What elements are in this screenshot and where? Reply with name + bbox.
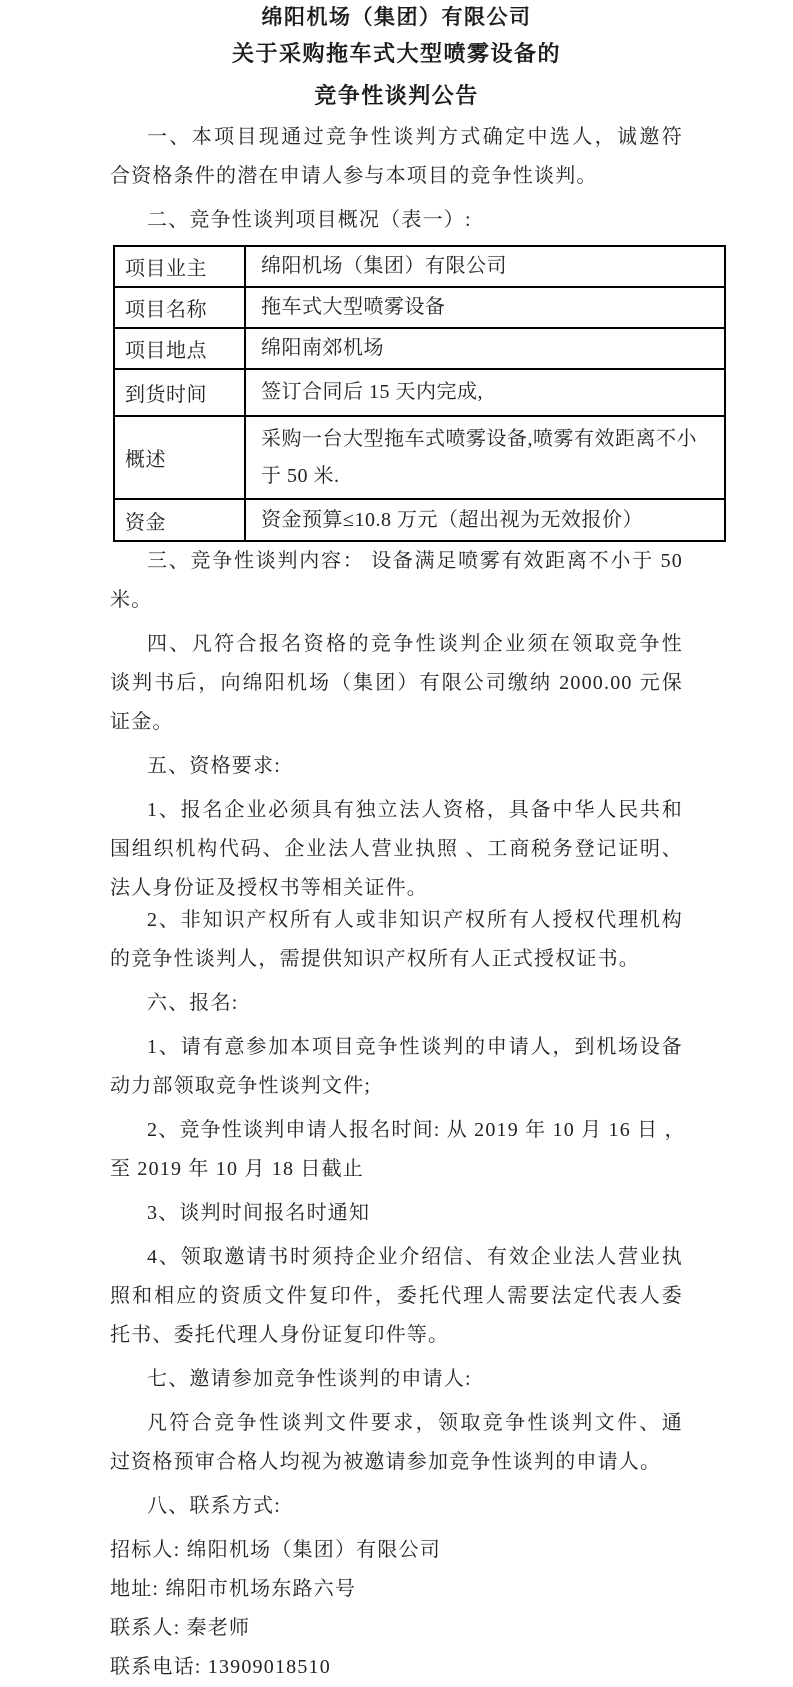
text-line: 八、联系方式: xyxy=(147,1495,281,1517)
paragraph xyxy=(110,1238,683,1355)
text-line: 二、竞争性谈判项目概况（表一）: xyxy=(147,209,472,231)
row-label-cell: 到货时间 xyxy=(114,369,245,416)
table-row xyxy=(114,416,725,499)
paragraph xyxy=(110,984,683,1023)
text-line: 三、竞争性谈判内容： 设备满足喷雾有效距离不小于 50 xyxy=(147,550,683,572)
text-line: 3、谈判时间报名时通知 xyxy=(147,1202,371,1224)
text-line: 1、报名企业必须具有独立法人资格，具备中华人民共和 xyxy=(147,799,683,821)
company-title: 绵阳机场（集团）有限公司 xyxy=(261,5,532,29)
row-label-cell: 项目地点 xyxy=(114,328,245,369)
subject-title: 关于采购拖车式大型喷雾设备的 xyxy=(231,41,561,66)
paragraph xyxy=(110,625,683,742)
paragraph xyxy=(110,901,683,979)
contact-line: 招标人: 绵阳机场（集团）有限公司 xyxy=(110,1539,441,1561)
row-label-cell: 资金 xyxy=(114,499,245,541)
text-line: 凡符合竞争性谈判文件要求，领取竞争性谈判文件、通 xyxy=(147,1412,683,1434)
table-row xyxy=(114,499,725,541)
row-label-cell: 概述 xyxy=(114,416,245,499)
paragraph xyxy=(110,1404,683,1482)
text-line: 证金。 xyxy=(110,711,174,733)
contact-line: 联系电话: 13909018510 xyxy=(110,1656,331,1678)
row-value-cell: 资金预算≤10.8 万元（超出视为无效报价） xyxy=(245,499,725,541)
paragraph xyxy=(110,747,683,786)
row-value-cell: 签订合同后 15 天内完成, xyxy=(245,369,725,416)
table-row xyxy=(114,328,725,369)
body-paragraphs xyxy=(110,542,686,1526)
paragraph xyxy=(110,201,683,240)
table-row xyxy=(114,246,725,287)
paragraph xyxy=(110,791,683,908)
contact-line: 联系人: 秦老师 xyxy=(110,1617,251,1639)
paragraph xyxy=(110,1111,686,1189)
text-line: 五、资格要求: xyxy=(147,755,281,777)
paragraph xyxy=(110,1194,683,1233)
row-label-cell: 项目名称 xyxy=(114,287,245,328)
text-line: 一、本项目现通过竞争性谈判方式确定中选人，诚邀符 xyxy=(147,126,683,148)
table-row xyxy=(114,369,725,416)
text-line: 法人身份证及授权书等相关证件。 xyxy=(110,877,428,899)
text-line: 米。 xyxy=(110,589,153,611)
contact-line: 地址: 绵阳市机场东路六号 xyxy=(110,1578,357,1600)
project-overview-table xyxy=(113,245,726,542)
paragraph xyxy=(110,1028,683,1106)
paragraph xyxy=(110,542,683,620)
contact-block xyxy=(110,1531,683,1687)
text-line: 2、竞争性谈判申请人报名时间: 从 2019 年 10 月 16 日 ， xyxy=(147,1119,686,1141)
row-value-cell: 拖车式大型喷雾设备 xyxy=(245,287,725,328)
row-value-cell: 绵阳机场（集团）有限公司 xyxy=(245,246,725,287)
paragraph xyxy=(110,1487,683,1526)
text-line: 的竞争性谈判人，需提供知识产权所有人正式授权证书。 xyxy=(110,948,640,970)
announcement-type-title: 竞争性谈判公告 xyxy=(314,83,479,108)
text-line: 六、报名: xyxy=(147,992,239,1014)
text-line: 2、非知识产权所有人或非知识产权所有人授权代理机构 xyxy=(147,909,683,931)
text-line: 托书、委托代理人身份证复印件等。 xyxy=(110,1324,450,1346)
row-label-cell: 项目业主 xyxy=(114,246,245,287)
paragraph xyxy=(110,118,683,196)
text-line: 国组织机构代码、企业法人营业执照 、工商税务登记证明、 xyxy=(110,838,683,860)
text-line: 七、邀请参加竞争性谈判的申请人: xyxy=(147,1368,472,1390)
text-line: 合资格条件的潜在申请人参与本项目的竞争性谈判。 xyxy=(110,165,598,187)
text-line: 过资格预审合格人均视为被邀请参加竞争性谈判的申请人。 xyxy=(110,1451,662,1473)
text-line: 四、凡符合报名资格的竞争性谈判企业须在领取竞争性 xyxy=(147,633,683,655)
text-line: 动力部领取竞争性谈判文件; xyxy=(110,1075,372,1097)
intro-paragraphs xyxy=(110,118,683,240)
row-value-cell: 绵阳南郊机场 xyxy=(245,328,725,369)
text-line: 照和相应的资质文件复印件，委托代理人需要法定代表人委 xyxy=(110,1285,683,1307)
text-line: 至 2019 年 10 月 18 日截止 xyxy=(110,1158,364,1180)
text-line: 1、请有意参加本项目竞争性谈判的申请人，到机场设备 xyxy=(147,1036,683,1058)
text-line: 谈判书后，向绵阳机场（集团）有限公司缴纳 2000.00 元保 xyxy=(110,672,683,694)
paragraph xyxy=(110,1360,683,1399)
table-row xyxy=(114,287,725,328)
row-value-cell: 采购一台大型拖车式喷雾设备,喷雾有效距离不小于 50 米. xyxy=(245,416,725,499)
text-line: 4、领取邀请书时须持企业介绍信、有效企业法人营业执 xyxy=(147,1246,683,1268)
